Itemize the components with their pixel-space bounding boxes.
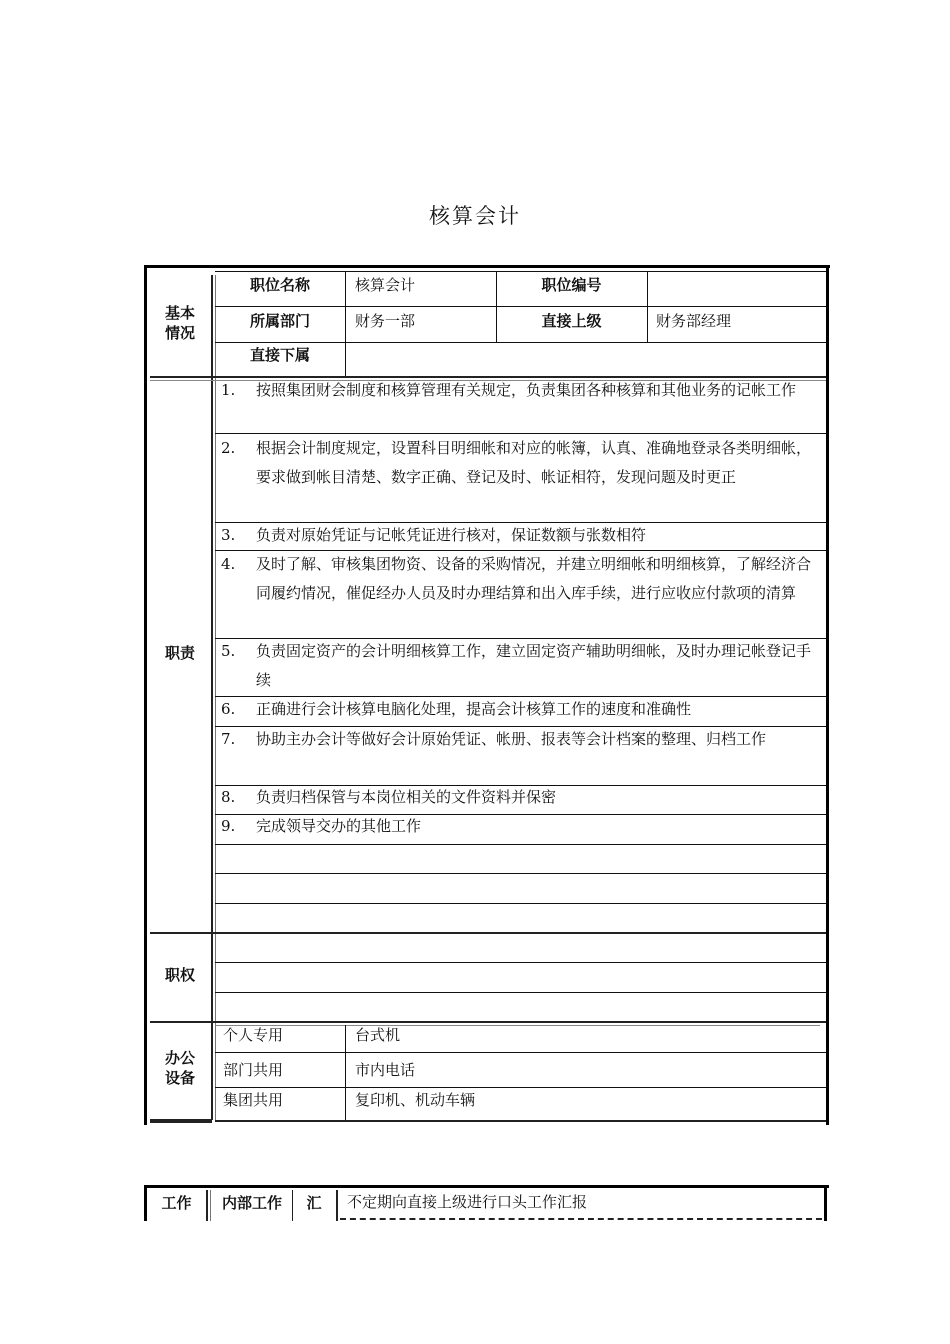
superior-label: 直接上级	[541, 312, 602, 330]
section-divider	[150, 1021, 826, 1023]
department-value: 财务一部	[355, 312, 416, 330]
table-border-right	[826, 265, 829, 1125]
col-line	[345, 271, 346, 378]
work-dashed-line	[340, 1218, 822, 1220]
equipment-label: 集团共用	[223, 1091, 284, 1109]
duty-number: 6.	[221, 700, 236, 718]
table-border-bottom-right	[215, 1120, 826, 1122]
equipment-label: 部门共用	[223, 1061, 284, 1079]
row-line	[215, 271, 826, 272]
duty-number: 5.	[221, 642, 236, 660]
section-label-equipment: 办公 设备	[164, 1049, 195, 1087]
table-border-bottom	[150, 1119, 212, 1123]
page-title: 核算会计	[429, 204, 521, 228]
work-border-top	[144, 1185, 829, 1188]
col-line	[647, 271, 648, 342]
equipment-value: 市内电话	[355, 1061, 416, 1079]
authority-row-line	[215, 962, 826, 963]
duty-number: 7.	[221, 730, 236, 748]
duty-text: 正确进行会计核算电脑化处理，提高会计核算工作的速度和准确性	[256, 700, 692, 718]
section-divider-inner	[215, 1025, 820, 1026]
duty-number: 4.	[221, 555, 236, 573]
section-label-authority: 职权	[164, 966, 195, 984]
duty-text: 根据会计制度规定，设置科目明细帐和对应的帐簿，认真、准确地登录各类明细帐，要求做到帐目清楚、数字正确、登记及时、帐证相符，发现问题及时更正	[256, 439, 812, 486]
table-border-left	[144, 265, 147, 1125]
section-divider	[150, 932, 826, 934]
section-label-duties: 职责	[164, 644, 195, 662]
position-name-value: 核算会计	[355, 276, 416, 294]
duty-number: 1.	[221, 381, 236, 399]
work-border-right	[824, 1185, 827, 1221]
work-col-line	[336, 1190, 338, 1221]
work-col-line	[206, 1190, 208, 1221]
duty-text: 完成领导交办的其他工作	[256, 817, 422, 835]
table-border-top	[144, 265, 830, 268]
position-code-label: 职位编号	[541, 276, 602, 294]
department-label: 所属部门	[249, 312, 310, 330]
authority-row-line	[215, 992, 826, 993]
internal-work-label: 内部工作	[221, 1194, 282, 1212]
equipment-value: 复印机、机动车辆	[355, 1091, 476, 1109]
equipment-row-line	[215, 1087, 826, 1088]
duty-row-line	[215, 844, 826, 845]
duty-text: 及时了解、审核集团物资、设备的采购情况，并建立明细帐和明细核算，了解经济合同履约情况，催促经办人员及时办理结算和出入库手续，进行应收应付款项的清算	[256, 555, 812, 602]
duty-number: 9.	[221, 817, 236, 835]
duty-text: 协助主办会计等做好会计原始凭证、帐册、报表等会计档案的整理、归档工作	[256, 730, 767, 748]
duty-row-line	[215, 903, 826, 904]
label-col-divider	[211, 275, 213, 1120]
duty-number: 3.	[221, 526, 236, 544]
duty-number: 8.	[221, 788, 236, 806]
position-name-label: 职位名称	[249, 276, 310, 294]
report-label: 汇	[306, 1194, 322, 1212]
report-value: 不定期向直接上级进行口头工作汇报	[347, 1193, 588, 1211]
equipment-col-line	[345, 1025, 346, 1120]
work-label: 工作	[161, 1194, 192, 1212]
duty-number: 2.	[221, 439, 236, 457]
superior-value: 财务部经理	[656, 312, 732, 330]
duty-text: 负责归档保管与本岗位相关的文件资料并保密	[256, 788, 557, 806]
work-col-line	[210, 1190, 211, 1221]
section-label-basic: 基本 情况	[164, 304, 195, 342]
duty-text: 负责固定资产的会计明细核算工作，建立固定资产辅助明细帐，及时办理记帐登记手续	[256, 642, 812, 689]
duty-text: 按照集团财会制度和核算管理有关规定，负责集团各种核算和其他业务的记帐工作	[256, 381, 797, 399]
row-line	[215, 342, 826, 343]
equipment-label: 个人专用	[223, 1026, 284, 1044]
duty-text: 负责对原始凭证与记帐凭证进行核对，保证数额与张数相符	[256, 526, 647, 544]
duty-row-line	[215, 873, 826, 874]
equipment-value: 台式机	[355, 1026, 401, 1044]
subordinate-label: 直接下属	[249, 346, 310, 364]
equipment-row-line	[215, 1052, 826, 1053]
row-line	[215, 306, 826, 307]
label-col-divider-inner	[215, 275, 216, 1120]
